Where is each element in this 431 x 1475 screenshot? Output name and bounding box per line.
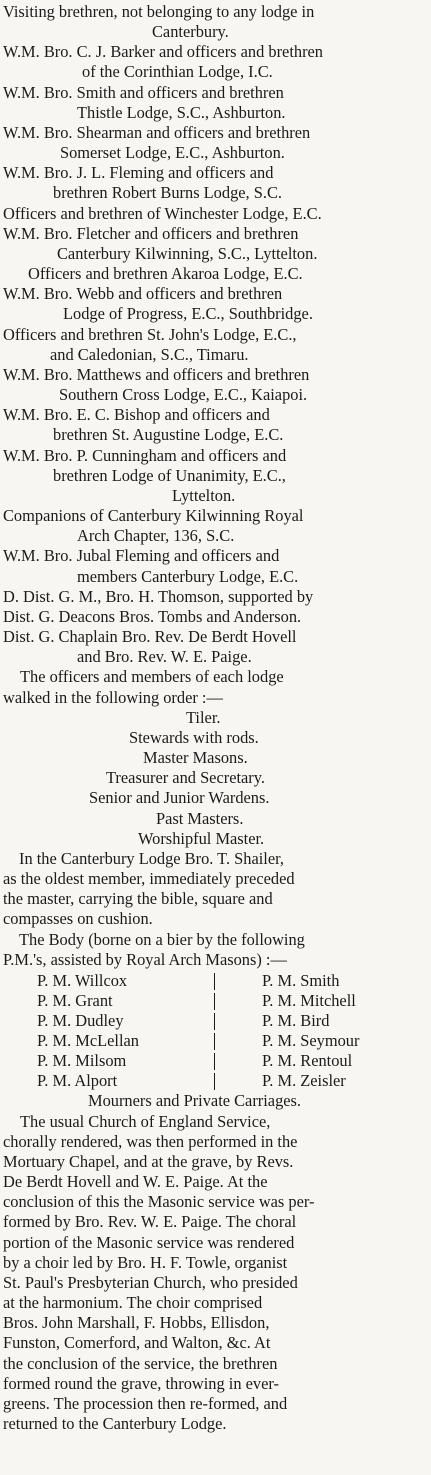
text-line: The usual Church of England Service, <box>20 1112 271 1131</box>
text-line: compasses on cushion. <box>3 909 153 928</box>
bearer-row <box>0 1031 431 1051</box>
text-line: Lodge of Progress, E.C., Southbridge. <box>63 304 313 323</box>
bearer-right: P. M. Zeisler <box>262 1071 346 1090</box>
bearer-right: P. M. Seymour <box>262 1031 360 1050</box>
text-line: the conclusion of the service, the brethren <box>3 1354 278 1373</box>
text-line: Officers and brethren St. John's Lodge, E.C., <box>3 325 297 344</box>
text-line: Tiler. <box>186 708 221 727</box>
bearer-left: P. M. Dudley <box>37 1011 124 1030</box>
text-line: W.M. Bro. Webb and officers and brethren <box>3 284 283 303</box>
text-line: De Berdt Hovell and W. E. Paige. At the <box>3 1172 268 1191</box>
text-line: Dist. G. Chaplain Bro. Rev. De Berdt Hovell <box>3 627 297 646</box>
text-line: Officers and brethren of Winchester Lodge, E.C. <box>3 204 322 223</box>
text-line: W.M. Bro. P. Cunningham and officers and <box>3 446 287 465</box>
text-line: Past Masters. <box>156 809 244 828</box>
bearer-row <box>0 1051 431 1071</box>
text-line: and Caledonian, S.C., Timaru. <box>50 345 249 364</box>
text-line: Mortuary Chapel, and at the grave, by Revs. <box>3 1152 294 1171</box>
text-line: W.M. Bro. Jubal Fleming and officers and <box>3 546 280 565</box>
text-line: Master Masons. <box>143 748 248 767</box>
column-divider <box>214 993 215 1010</box>
text-line: The officers and members of each lodge <box>20 667 284 686</box>
column-divider <box>214 1073 215 1090</box>
bearer-row <box>0 1071 431 1091</box>
text-line: chorally rendered, was then performed in the <box>3 1132 298 1151</box>
text-line: W.M. Bro. Matthews and officers and brethren <box>3 365 310 384</box>
text-line: as the oldest member, immediately preceded <box>3 869 295 888</box>
bearer-row <box>0 1011 431 1031</box>
text-line: by a choir led by Bro. H. F. Towle, organist <box>3 1253 288 1272</box>
text-line: Arch Chapter, 136, S.C. <box>77 526 235 545</box>
text-line: The Body (borne on a bier by the following <box>19 930 305 949</box>
text-line: Dist. G. Deacons Bros. Tombs and Anderson. <box>3 607 302 626</box>
column-divider <box>214 1053 215 1070</box>
bearer-left: P. M. Alport <box>37 1071 118 1090</box>
bearer-right: P. M. Bird <box>262 1011 330 1030</box>
text-line: Funston, Comerford, and Walton, &c. At <box>3 1333 271 1352</box>
text-line: Thistle Lodge, S.C., Ashburton. <box>77 103 286 122</box>
bearer-right: P. M. Rentoul <box>262 1051 353 1070</box>
text-line: returned to the Canterbury Lodge. <box>3 1414 227 1433</box>
text-line: Officers and brethren Akaroa Lodge, E.C. <box>28 264 303 283</box>
bearer-row <box>0 991 431 1011</box>
text-line: Visiting brethren, not belonging to any lodge in <box>3 2 315 21</box>
text-line: formed by Bro. Rev. W. E. Paige. The choral <box>3 1212 297 1231</box>
text-line: Worshipful Master. <box>138 829 265 848</box>
text-line: Lyttelton. <box>172 486 236 505</box>
bearer-row <box>0 971 431 991</box>
text-line: Canterbury Kilwinning, S.C., Lyttelton. <box>57 244 318 263</box>
text-line: W.M. Bro. Fletcher and officers and brethren <box>3 224 299 243</box>
text-line: formed round the grave, throwing in ever- <box>3 1374 279 1393</box>
bearer-left: P. M. Willcox <box>37 971 128 990</box>
text-line: portion of the Masonic service was rendered <box>3 1233 295 1252</box>
text-line: brethren Lodge of Unanimity, E.C., <box>53 466 286 485</box>
text-line: and Bro. Rev. W. E. Paige. <box>77 647 252 666</box>
text-line: Treasurer and Secretary. <box>106 768 265 787</box>
text-line: D. Dist. G. M., Bro. H. Thomson, supported by <box>3 587 314 606</box>
bearer-left: P. M. Grant <box>37 991 113 1010</box>
text-line: In the Canterbury Lodge Bro. T. Shailer, <box>19 849 285 868</box>
text-line: Canterbury. <box>152 22 229 41</box>
text-line: Companions of Canterbury Kilwinning Royal <box>3 506 304 525</box>
text-line: at the harmonium. The choir comprised <box>3 1293 263 1312</box>
text-line: Southern Cross Lodge, E.C., Kaiapoi. <box>59 385 308 404</box>
text-line: Stewards with rods. <box>129 728 259 747</box>
text-line: Senior and Junior Wardens. <box>89 788 270 807</box>
text-line: Somerset Lodge, E.C., Ashburton. <box>60 143 285 162</box>
text-line: W.M. Bro. E. C. Bishop and officers and <box>3 405 270 424</box>
text-line: W.M. Bro. J. L. Fleming and officers and <box>3 163 274 182</box>
text-line: conclusion of this the Masonic service was per- <box>3 1192 315 1211</box>
bearer-left: P. M. McLellan <box>37 1031 139 1050</box>
column-divider <box>214 1013 215 1030</box>
text-line: of the Corinthian Lodge, I.C. <box>82 62 273 81</box>
text-line: St. Paul's Presbyterian Church, who presided <box>3 1273 298 1292</box>
text-line: the master, carrying the bible, square and <box>3 889 273 908</box>
text-line: brethren Robert Burns Lodge, S.C. <box>53 183 282 202</box>
text-line: Mourners and Private Carriages. <box>88 1091 302 1110</box>
bearer-right: P. M. Smith <box>262 971 340 990</box>
text-line: Bros. John Marshall, F. Hobbs, Ellisdon, <box>3 1313 270 1332</box>
text-line: W.M. Bro. Smith and officers and brethren <box>3 83 284 102</box>
text-line: W.M. Bro. C. J. Barker and officers and brethren <box>3 42 323 61</box>
column-divider <box>214 1033 215 1050</box>
text-line: brethren St. Augustine Lodge, E.C. <box>53 425 284 444</box>
text-line: W.M. Bro. Shearman and officers and brethren <box>3 123 311 142</box>
text-line: members Canterbury Lodge, E.C. <box>77 567 299 586</box>
text-line: walked in the following order :— <box>3 688 223 707</box>
bearer-left: P. M. Milsom <box>37 1051 127 1070</box>
column-divider <box>214 973 215 990</box>
text-line: P.M.'s, assisted by Royal Arch Masons) :— <box>3 950 287 969</box>
bearer-right: P. M. Mitchell <box>262 991 356 1010</box>
text-line: greens. The procession then re-formed, and <box>3 1394 288 1413</box>
